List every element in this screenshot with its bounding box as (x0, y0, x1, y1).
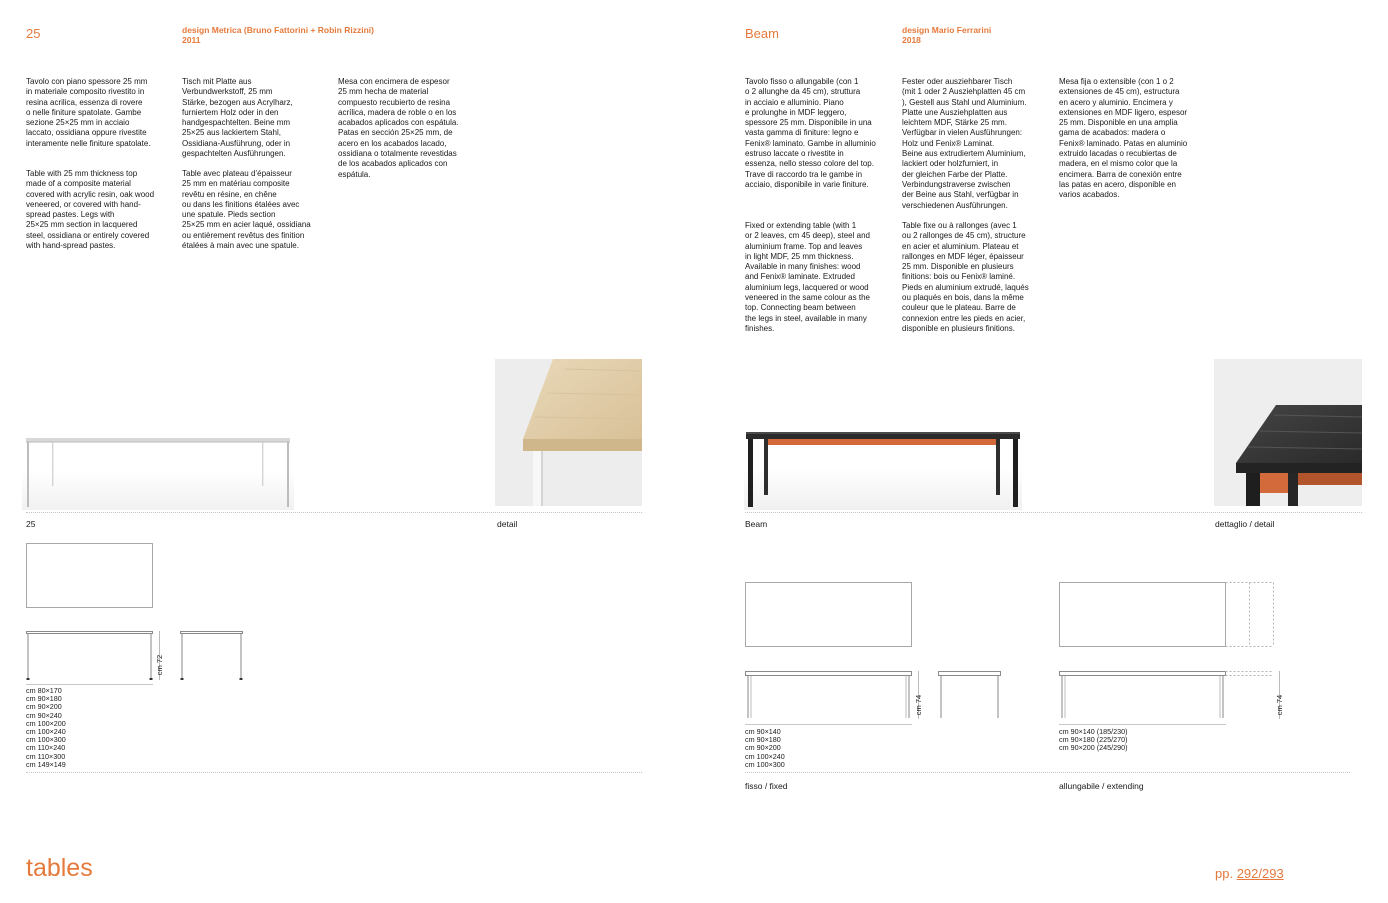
left-text-spanish: Mesa con encimera de espesor 25 mm hecha de material compuesto recubierto de resina acrílica, madera de roble o en los acabados aplicados con espátula. Patas en sección 25×25 mm, de acero en los acabados lacado, ossidiana o totalmente revestidas de los acabados aplicados con espátula. (338, 77, 459, 179)
right-extending-height-label: cm 74 (1275, 694, 1285, 716)
right-fixed-height-label-wrap (914, 692, 931, 722)
right-extending-plan-view-drawing (1059, 582, 1277, 648)
left-bottom-rule (26, 772, 642, 773)
left-caption-detail: detail (497, 519, 518, 529)
right-table-photo (744, 424, 1022, 510)
right-text-italian: Tavolo fisso o allungabile (con 1 o 2 allunghe da 45 cm), struttura in acciaio e alluminio. Piano e prolunghe in MDF leggero, spessore 25 mm. Disponibile in una vasta gamma di finiture: legno e Fenix® laminato. Gambe in alluminio estruso laccate o rivestite in essenza, nello stesso colore del top. Trave di raccordo tra le gambe in acciaio, disponibile in varie finiture. (745, 77, 876, 189)
right-label-fixed: fisso / fixed (745, 781, 788, 791)
right-caption-detail: dettaglio / detail (1215, 519, 1275, 529)
right-text-spanish: Mesa fija o extensible (con 1 o 2 extensiones de 45 cm), estructura en acero y aluminio. Encimera y extensiones en MDF ligero, espesor 25 mm. Disponible en una amplia gama de acabados: madera o Fenix® laminado. Patas en aluminio extruido lacadas o recubiertas de madera, en el mismo color que la encimera. Barra de conexión entre las patas en acero, disponible en varios acabados. (1059, 77, 1188, 200)
page-numbers-prefix: pp. (1215, 866, 1234, 881)
left-year: 2011 (182, 35, 201, 45)
right-text-english: Fixed or extending table (with 1 or 2 leaves, cm 45 deep), steel and aluminium frame. Top and leaves in light MDF, 25 mm thickness. Available in many finishes: wood and Fenix® laminate. Extruded aluminium legs, lacquered or wood veneered in the same colour as the top. Connecting beam between the legs in steel, available in many finishes. (745, 221, 870, 333)
right-fixed-side-elevation-drawing (938, 671, 1004, 723)
left-front-elevation-drawing (26, 631, 156, 687)
left-product-title: 25 (26, 26, 41, 41)
right-detail-photo (1214, 359, 1362, 506)
left-table-photo (22, 430, 294, 510)
left-designer: design Metrica (Bruno Fattorini + Robin Rizzini) (182, 25, 374, 35)
right-fixed-plan-view-drawing (745, 582, 915, 648)
section-title: tables (26, 854, 93, 882)
right-text-french: Table fixe ou à rallonges (avec 1 ou 2 rallonges de 45 cm), structure en acier et aluminium. Plateau et rallonges en MDF léger, épaisseur 25 mm. Disponible en plusieurs finitions: bois ou Fenix® laminé. Pieds en aluminium extrudé, laqués ou plaqués en bois, dans la même couleur que le plateau. Barre de connexion entre les pieds en acier, disponible en plusieurs finitions. (902, 221, 1029, 333)
left-height-label-wrap (155, 652, 172, 682)
left-text-french: Table avec plateau d’épaisseur 25 mm en matériau composite revêtu en résine, en chêne ou dans les finitions étalées avec une spatule. Pieds section 25×25 mm en acier laqué, ossidiana ou entièrement revêtus des finition étalées à main avec une spatule. (182, 169, 311, 251)
left-text-english: Table with 25 mm thickness top made of a composite material covered with acrylic resin, oak wood veneered, or covered with hand- spread pastes. Legs with 25×25 mm section in lacquered steel, ossidiana or entirely covered with hand-spread pastes. (26, 169, 155, 251)
right-bottom-rule (745, 772, 1350, 773)
left-photo-rule (26, 512, 642, 513)
right-designer: design Mario Ferrarini (902, 25, 992, 35)
left-height-label: cm 72 (155, 654, 165, 676)
right-photo-rule (745, 512, 1362, 513)
right-extending-height-label-wrap (1275, 692, 1292, 722)
left-detail-photo (495, 359, 642, 506)
page-numbers-link[interactable]: 292/293 (1236, 866, 1284, 881)
right-fixed-size-list: cm 90×140 cm 90×180 cm 90×200 cm 100×240 cm 100×300 (745, 727, 785, 769)
right-designer-credit (902, 25, 991, 45)
left-side-elevation-drawing (180, 631, 246, 683)
right-extending-front-elevation-drawing (1059, 671, 1277, 727)
left-size-list: cm 80×170 cm 90×180 cm 90×200 cm 90×240 cm 100×200 cm 100×240 cm 100×300 cm 110×240 cm 110×300 cm 149×149 (26, 686, 66, 769)
left-plan-view-drawing (26, 543, 156, 609)
right-year: 2018 (902, 35, 921, 45)
right-extending-size-list: cm 90×140 (185/230) cm 90×180 (225/270) cm 90×200 (245/290) (1059, 727, 1128, 753)
right-product-title: Beam (745, 26, 779, 41)
right-caption-main: Beam (745, 519, 768, 529)
left-text-italian: Tavolo con piano spessore 25 mm in materiale composito rivestito in resina acrilica, essenza di rovere o nelle finiture spatolate. Gambe sezione 25×25 mm in acciaio laccato, ossidiana oppure rivestite interamente nelle finiture spatolate. (26, 77, 151, 148)
left-text-german: Tisch mit Platte aus Verbundwerkstoff, 25 mm Stärke, bezogen aus Acrylharz, furniertem Holz oder in den handgespachtelten. Beine mm 25×25 aus lackiertem Stahl, Ossidiana-Ausführung, oder in gespachtelten Ausführungen. (182, 77, 293, 159)
page-numbers (1215, 866, 1284, 882)
right-text-german: Fester oder ausziehbarer Tisch (mit 1 oder 2 Ausziehplatten 45 cm ), Gestell aus Stahl und Aluminium. Platte une Ausziehplatten aus leichtem MDF, Stärke 25 mm. Verfügbar in vielen Ausführungen: Holz und Fenix® Laminat. Beine aus extrudiertem Aluminium, lackiert oder holzfurniert, in der gleichen Farbe der Platte. Verbindungstraverse zwischen der Beine aus Stahl, verfügbar in verschiedenen Ausführungen. (902, 77, 1027, 210)
right-fixed-front-elevation-drawing (745, 671, 915, 727)
left-caption-main: 25 (26, 519, 36, 529)
right-label-extending: allungabile / extending (1059, 781, 1144, 791)
left-designer-credit (182, 25, 374, 45)
right-fixed-height-label: cm 74 (914, 694, 924, 716)
